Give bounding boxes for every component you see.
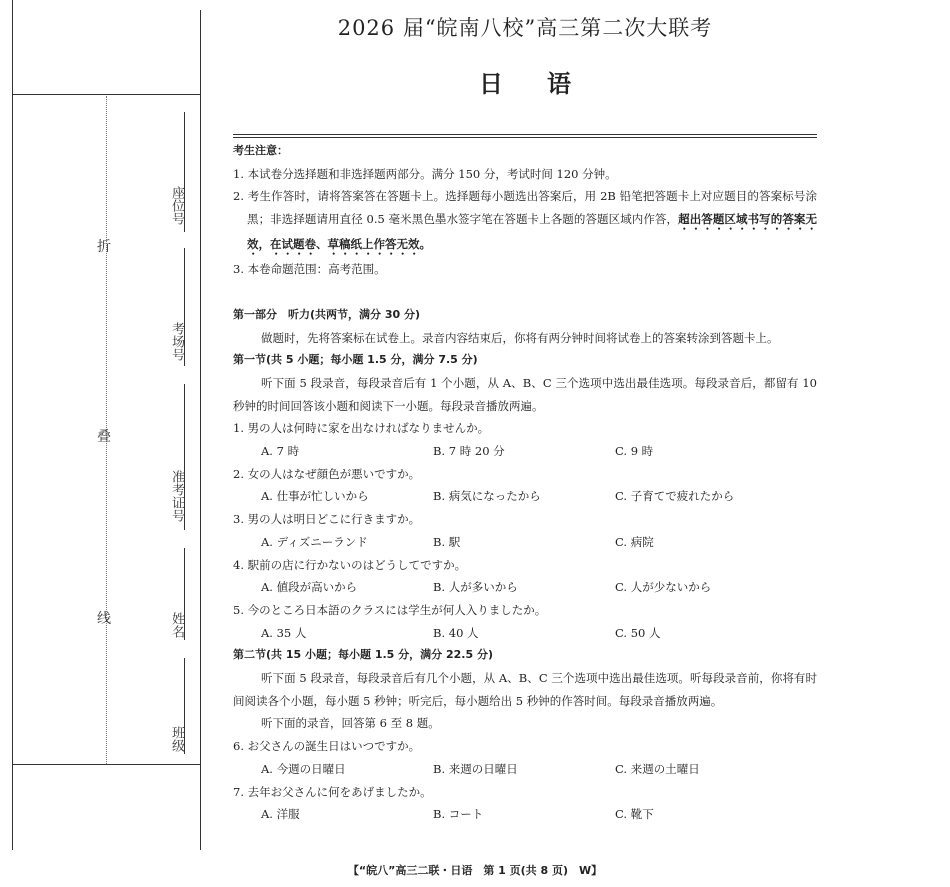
option-1c: C. 9 時 [615,444,654,459]
fold-char-3: 线 [97,611,111,627]
option-5a: A. 35 人 [261,625,307,640]
name-field[interactable] [184,548,185,640]
notice-item-3: 3. 本卷命题范围：高考范围。 [233,262,386,277]
notice-heading: 考生注意： [233,144,288,157]
admission-id-field[interactable] [184,384,185,530]
exam-content [233,140,817,826]
binding-border-left [12,0,13,850]
options-6 [233,758,817,781]
page-footer: 【“皖八”高三二联・日语 第 1 页(共 8 页) W】 [347,864,603,877]
options-5 [233,622,817,645]
option-2c: C. 子育てで疲れたから [615,489,735,504]
notice-emphasis: 超出答题区域书写的答案无效，在试题卷、草稿纸上作答无效。 [247,212,817,252]
option-3c: C. 病院 [615,534,654,549]
part1-heading: 第一部分 听力(共两节，满分 30 分) [233,307,421,321]
option-6c: C. 来週の土曜日 [615,761,700,776]
option-2a: A. 仕事が忙しいから [261,489,369,504]
question-6: 6. お父さんの誕生日はいつですか。 [233,739,421,754]
admission-id-label: 准考证号 [169,470,184,522]
fold-char-2: 叠 [97,429,111,445]
fold-char-1: 折 [97,239,111,255]
option-1a: A. 7 時 [261,444,300,459]
options-2 [233,485,817,508]
options-1 [233,440,817,463]
section1-intro: 听下面 5 段录音，每段录音后有 1 个小题，从 A、B、C 三个选项中选出最佳选项。每段录音后，都留有 10 秒钟的时间回答该小题和阅读下一小题。每段录音播放两遍。 [233,375,817,413]
question-3: 3. 男の人は明日どこに行きますか。 [233,512,421,527]
option-4b: B. 人が多いから [433,580,518,595]
option-7a: A. 洋服 [261,807,300,822]
binding-margin [0,0,200,850]
section1-heading: 第一节(共 5 小题；每小题 1.5 分，满分 7.5 分) [233,353,478,367]
header-rule-bottom [233,137,817,138]
options-4 [233,576,817,599]
notice-item-2-text: 2. 考生作答时，请将答案答在答题卡上。选择题每小题选出答案后，用 2B 铅笔把答题卡上对应题目的答案标号涂黑；非选择题请用直径 0.5 毫米黑色墨水签字笔在答题卡上各题的答题区域内作答， [233,189,817,227]
question-2: 2. 女の人はなぜ顔色が悪いですか。 [233,466,421,481]
option-6a: A. 今週の日曜日 [261,761,346,776]
question-5: 5. 今のところ日本語のクラスには学生が何人入りましたか。 [233,602,547,617]
question-1: 1. 男の人は何時に家を出なければなりませんか。 [233,421,490,436]
option-2b: B. 病気になったから [433,489,541,504]
option-4a: A. 値段が高いから [261,580,358,595]
option-6b: B. 来週の日曜日 [433,761,518,776]
question-4: 4. 駅前の店に行かないのはどうしてですか。 [233,557,467,572]
option-7c: C. 靴下 [615,807,654,822]
notice-item-2 [233,185,817,258]
option-5b: B. 40 人 [433,625,479,640]
exam-subject: 日语 [479,70,615,98]
class-label: 班级 [169,726,184,752]
part1-intro: 做题时，先将答案标在试卷上。录音内容结束后，你将有两分钟时间将试卷上的答案转涂到答题卡上。 [261,330,779,345]
question-7: 7. 去年お父さんに何をあげましたか。 [233,784,432,799]
option-3b: B. 駅 [433,534,461,549]
option-1b: B. 7 時 20 分 [433,444,505,459]
section2-heading: 第二节(共 15 小题；每小题 1.5 分，满分 22.5 分) [233,648,493,662]
header-rule-top [233,134,817,135]
class-field[interactable] [184,658,185,754]
section2-intro: 听下面 5 段录音，每段录音后有几个小题，从 A、B、C 三个选项中选出最佳选项。听每段录音前，你将有时间阅读各个小题，每小题 5 秒钟；听完后，每小题给出 5 秒钟的作答时间。每段录音播放两遍。 [233,671,817,708]
binding-bottom-divider [12,764,200,765]
option-4c: C. 人が少ないから [615,580,712,595]
option-3a: A. ディズニーランド [261,534,368,549]
section2-instruction: 听下面的录音，回答第 6 至 8 题。 [261,716,440,731]
binding-top-divider [12,94,200,95]
seat-number-field[interactable] [184,112,185,232]
name-label: 姓名 [169,612,184,638]
exam-room-label: 考场号 [169,322,184,361]
seat-number-label: 座位号 [169,186,184,225]
exam-title: 2026 届“皖南八校”高三第二次大联考 [337,16,713,40]
binding-border-right [200,10,201,850]
option-5c: C. 50 人 [615,625,661,640]
exam-room-field[interactable] [184,248,185,366]
notice-item-1: 1. 本试卷分选择题和非选择题两部分。满分 150 分，考试时间 120 分钟。 [233,166,617,181]
options-3 [233,531,817,554]
option-7b: B. コート [433,807,484,822]
options-7 [233,803,817,826]
